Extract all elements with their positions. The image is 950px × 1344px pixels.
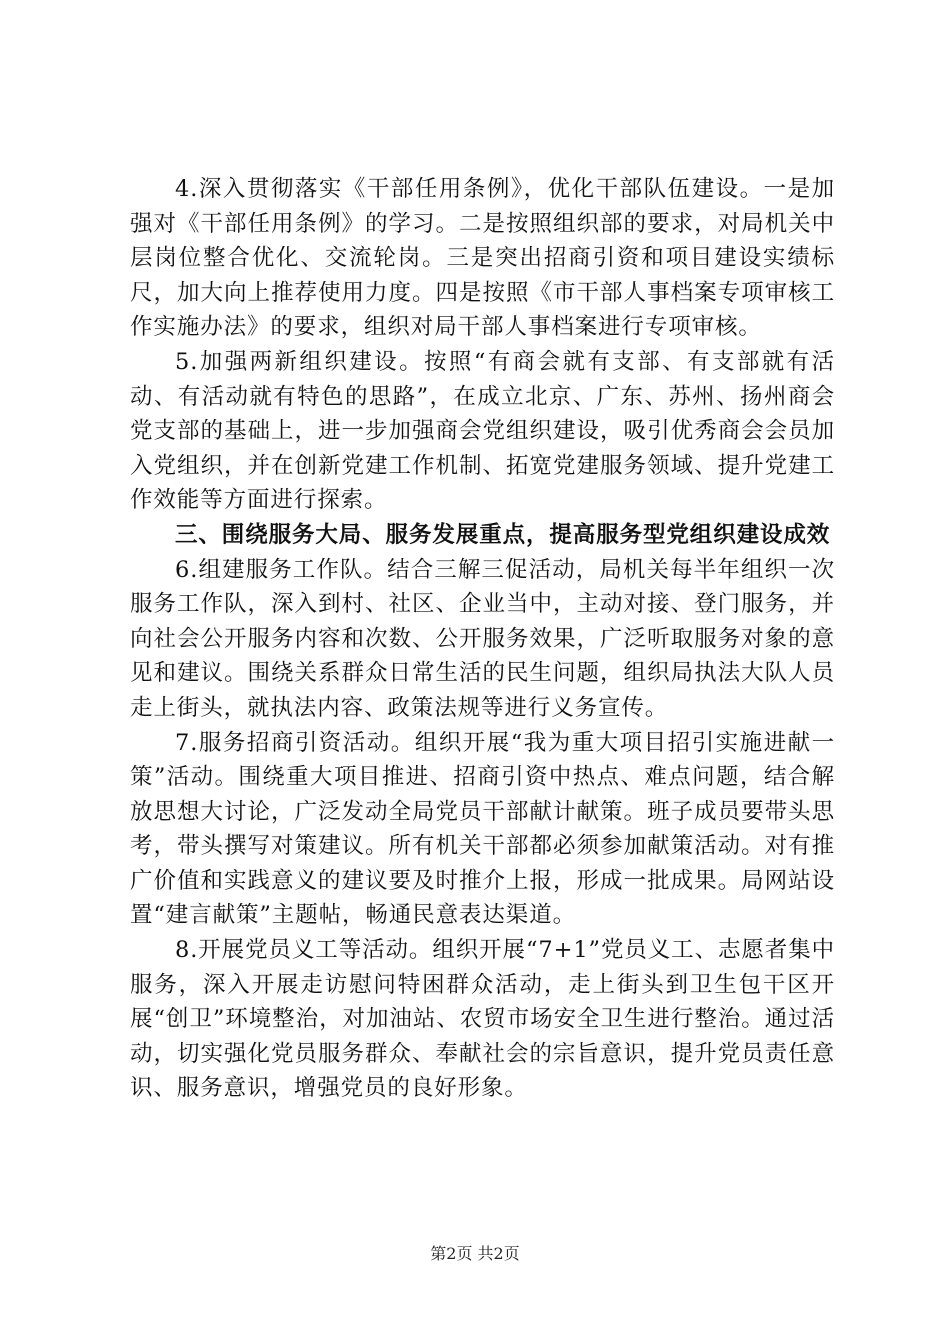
paragraph-item-4: 4.深入贯彻落实《干部任用条例》，优化干部队伍建设。一是加强对《干部任用条例》的学习。二是按照组织部的要求，对局机关中层岗位整合优化、交流轮岗。三是突出招商引资和项目建设实绩标尺，加大向上推荐使用力度。四是按照《市干部人事档案专项审核工作实施办法》的要求，组织对局干部人事档案进行专项审核。: [130, 176, 835, 341]
paragraph-item-5: 5.加强两新组织建设。按照“有商会就有支部、有支部就有活动、有活动就有特色的思路”，在成立北京、广东、苏州、扬州商会党支部的基础上，进一步加强商会党组织建设，吸引优秀商会会员加入党组织，并在创新党建工作机制、拓宽党建服务领域、提升党建工作效能等方面进行探索。: [130, 348, 835, 514]
paragraph-item-7: 7.服务招商引资活动。组织开展“我为重大项目招引实施进献一策”活动。围绕重大项目推进、招商引资中热点、难点问题，结合解放思想大讨论，广泛发动全局党员干部献计献策。班子成员要带头思考，带头撰写对策建议。所有机关干部都必须参加献策活动。对有推广价值和实践意义的建议要及时推介上报，形成一批成果。局网站设置“建言献策”主题帖，畅通民意表达渠道。: [130, 729, 835, 929]
page-footer: 第2页 共2页: [430, 1244, 520, 1263]
section-heading-3: 三、围绕服务大局、服务发展重点，提高服务型党组织建设成效: [175, 521, 831, 548]
document-body: [130, 172, 835, 1106]
paragraph-item-8: 8.开展党员义工等活动。组织开展“7+1”党员义工、志愿者集中服务，深入开展走访慰问特困群众活动，走上街头到卫生包干区开展“创卫”环境整治，对加油站、农贸市场安全卫生进行整治。通过活动，切实强化党员服务群众、奉献社会的宗旨意识，提升党员责任意识、服务意识，增强党员的良好形象。: [130, 937, 835, 1102]
paragraph-item-6: 6.组建服务工作队。结合三解三促活动，局机关每半年组织一次服务工作队，深入到村、社区、企业当中，主动对接、登门服务，并向社会公开服务内容和次数、公开服务效果，广泛听取服务对象的意见和建议。围绕关系群众日常生活的民生问题，组织局执法大队人员走上街头，就执法内容、政策法规等进行义务宣传。: [130, 556, 835, 721]
